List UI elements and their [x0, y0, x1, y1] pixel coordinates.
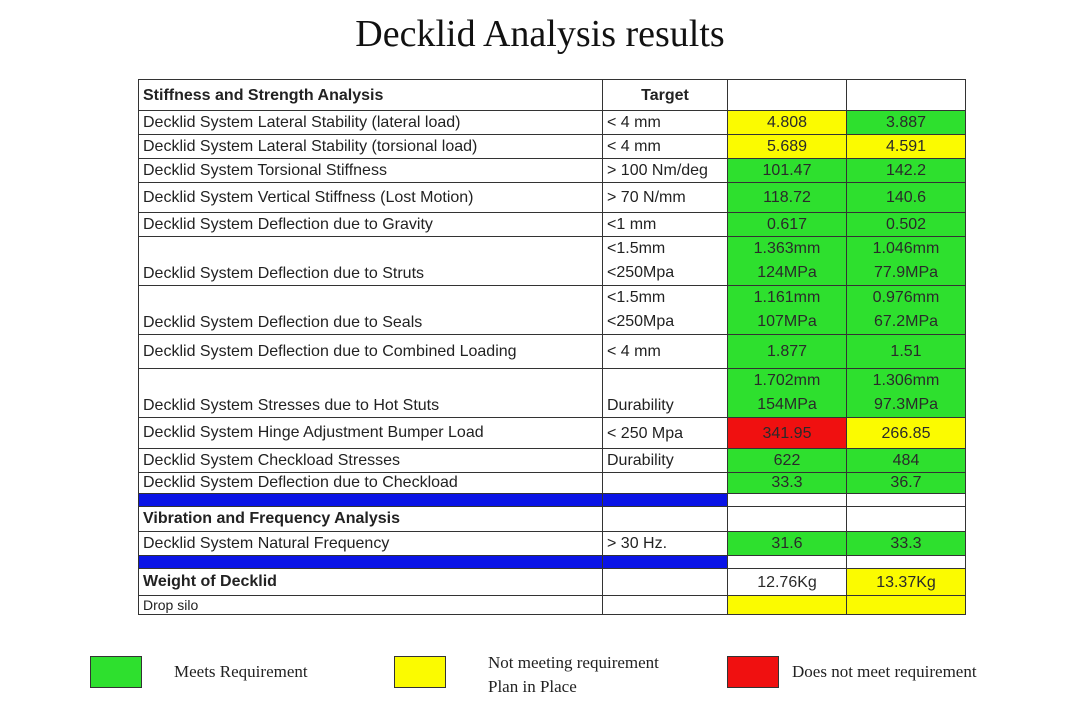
- value-cell: 0.617: [728, 213, 847, 237]
- value-cell: 0.502: [847, 213, 966, 237]
- row-label: Decklid System Hinge Adjustment Bumper Load: [139, 418, 603, 449]
- value-cell: [847, 369, 966, 418]
- table-row: [139, 369, 966, 418]
- row-label: Decklid System Checkload Stresses: [139, 449, 603, 473]
- legend-label-plan: Plan in Place: [488, 677, 577, 696]
- table-header-row: [139, 80, 966, 111]
- separator-blank: [728, 494, 847, 507]
- separator-blank: [728, 556, 847, 569]
- row-label: Decklid System Natural Frequency: [139, 532, 603, 556]
- row-target: < 4 mm: [603, 111, 728, 135]
- row-label: Decklid System Torsional Stiffness: [139, 159, 603, 183]
- value-cell: [847, 507, 966, 532]
- value-stress: 77.9MPa: [873, 264, 939, 281]
- value-cell: [847, 286, 966, 335]
- value-cell: [728, 596, 847, 615]
- row-label: Decklid System Lateral Stability (lateral load): [139, 111, 603, 135]
- legend-label-meets: Meets Requirement: [174, 662, 308, 681]
- row-target: [603, 473, 728, 494]
- table-row: [139, 449, 966, 473]
- row-target: [603, 286, 728, 335]
- table-row: [139, 532, 966, 556]
- value-deflection: 1.363mm: [753, 240, 821, 257]
- value-deflection: 1.161mm: [753, 289, 821, 306]
- value-stress: 124MPa: [757, 264, 817, 281]
- row-target: < 4 mm: [603, 135, 728, 159]
- table-row: [139, 213, 966, 237]
- separator-bar: [603, 494, 728, 507]
- value-cell: [847, 596, 966, 615]
- row-target: > 70 N/mm: [603, 183, 728, 213]
- table-row: [139, 111, 966, 135]
- value-stress: 154MPa: [757, 396, 817, 413]
- value-cell: 140.6: [847, 183, 966, 213]
- value-cell: [847, 237, 966, 286]
- legend: [0, 655, 1080, 703]
- table-row: [139, 569, 966, 596]
- row-target: Durability: [603, 449, 728, 473]
- design-column-2-header: [847, 80, 966, 111]
- table-row: [139, 159, 966, 183]
- row-target: > 30 Hz.: [603, 532, 728, 556]
- value-cell: [728, 507, 847, 532]
- legend-swatch-does-not-meet: [727, 656, 779, 688]
- value-stress: 67.2MPa: [873, 313, 939, 330]
- row-target: [603, 507, 728, 532]
- value-deflection: 1.306mm: [872, 372, 940, 389]
- value-cell: 5.689: [728, 135, 847, 159]
- target-column-header: Target: [603, 80, 728, 111]
- table-row: [139, 507, 966, 532]
- legend-swatch-meets: [90, 656, 142, 688]
- table-row: [139, 473, 966, 494]
- value-cell: [728, 369, 847, 418]
- row-target: < 250 Mpa: [603, 418, 728, 449]
- value-cell: 101.47: [728, 159, 847, 183]
- row-target: [603, 237, 728, 286]
- target-stress: <250Mpa: [607, 264, 675, 281]
- row-label: Decklid System Deflection due to Seals: [139, 286, 603, 335]
- separator-blank: [847, 494, 966, 507]
- table-row: [139, 237, 966, 286]
- value-deflection: 1.702mm: [753, 372, 821, 389]
- row-label: Decklid System Vertical Stiffness (Lost Motion): [139, 183, 603, 213]
- value-cell: 142.2: [847, 159, 966, 183]
- value-cell: 484: [847, 449, 966, 473]
- section-separator: [139, 494, 966, 507]
- target-deflection: <1.5mm: [607, 289, 666, 306]
- section-separator: [139, 556, 966, 569]
- value-cell: 31.6: [728, 532, 847, 556]
- separator-bar: [139, 556, 603, 569]
- value-cell: [728, 286, 847, 335]
- table-row: [139, 183, 966, 213]
- target-stress: <250Mpa: [607, 313, 675, 330]
- row-label: Decklid System Lateral Stability (torsional load): [139, 135, 603, 159]
- table-row: [139, 286, 966, 335]
- separator-bar: [603, 556, 728, 569]
- value-cell: 33.3: [728, 473, 847, 494]
- value-cell: 36.7: [847, 473, 966, 494]
- row-target: [603, 569, 728, 596]
- value-deflection: 0.976mm: [872, 289, 940, 306]
- value-cell: 1.877: [728, 335, 847, 369]
- table-row: [139, 596, 966, 615]
- section-heading-stiffness: Stiffness and Strength Analysis: [139, 80, 603, 111]
- value-cell: 266.85: [847, 418, 966, 449]
- row-label: Decklid System Stresses due to Hot Stuts: [139, 369, 603, 418]
- separator-bar: [139, 494, 603, 507]
- row-label: Decklid System Deflection due to Struts: [139, 237, 603, 286]
- value-cell: [728, 237, 847, 286]
- page-title: Decklid Analysis results: [355, 13, 725, 55]
- row-target: < 4 mm: [603, 335, 728, 369]
- row-label: Decklid System Deflection due to Checkload: [139, 473, 603, 494]
- value-cell: 4.808: [728, 111, 847, 135]
- weight-label: Weight of Decklid: [139, 569, 603, 596]
- drop-silo-label: Drop silo: [139, 596, 603, 615]
- legend-label-not-meeting: Not meeting requirement: [488, 653, 659, 672]
- value-cell: 4.591: [847, 135, 966, 159]
- legend-label-does-not-meet: Does not meet requirement: [792, 662, 977, 681]
- legend-swatch-plan: [394, 656, 446, 688]
- row-label: Decklid System Deflection due to Combined Loading: [139, 335, 603, 369]
- section-heading-vibration: Vibration and Frequency Analysis: [139, 507, 603, 532]
- target-deflection: <1.5mm: [607, 240, 666, 257]
- table-row: [139, 135, 966, 159]
- separator-blank: [847, 556, 966, 569]
- results-table: [138, 79, 966, 615]
- row-target: [603, 596, 728, 615]
- value-cell: 12.76Kg: [728, 569, 847, 596]
- value-stress: 107MPa: [757, 313, 817, 330]
- value-deflection: 1.046mm: [872, 240, 940, 257]
- value-cell: 33.3: [847, 532, 966, 556]
- row-label: Decklid System Deflection due to Gravity: [139, 213, 603, 237]
- value-cell: 13.37Kg: [847, 569, 966, 596]
- row-target: <1 mm: [603, 213, 728, 237]
- value-cell: 622: [728, 449, 847, 473]
- value-stress: 97.3MPa: [873, 396, 939, 413]
- value-cell: 1.51: [847, 335, 966, 369]
- row-target: Durability: [603, 369, 728, 418]
- row-target: > 100 Nm/deg: [603, 159, 728, 183]
- table-row: [139, 335, 966, 369]
- value-cell: 341.95: [728, 418, 847, 449]
- table-row: [139, 418, 966, 449]
- value-cell: 3.887: [847, 111, 966, 135]
- design-column-1-header: [728, 80, 847, 111]
- value-cell: 118.72: [728, 183, 847, 213]
